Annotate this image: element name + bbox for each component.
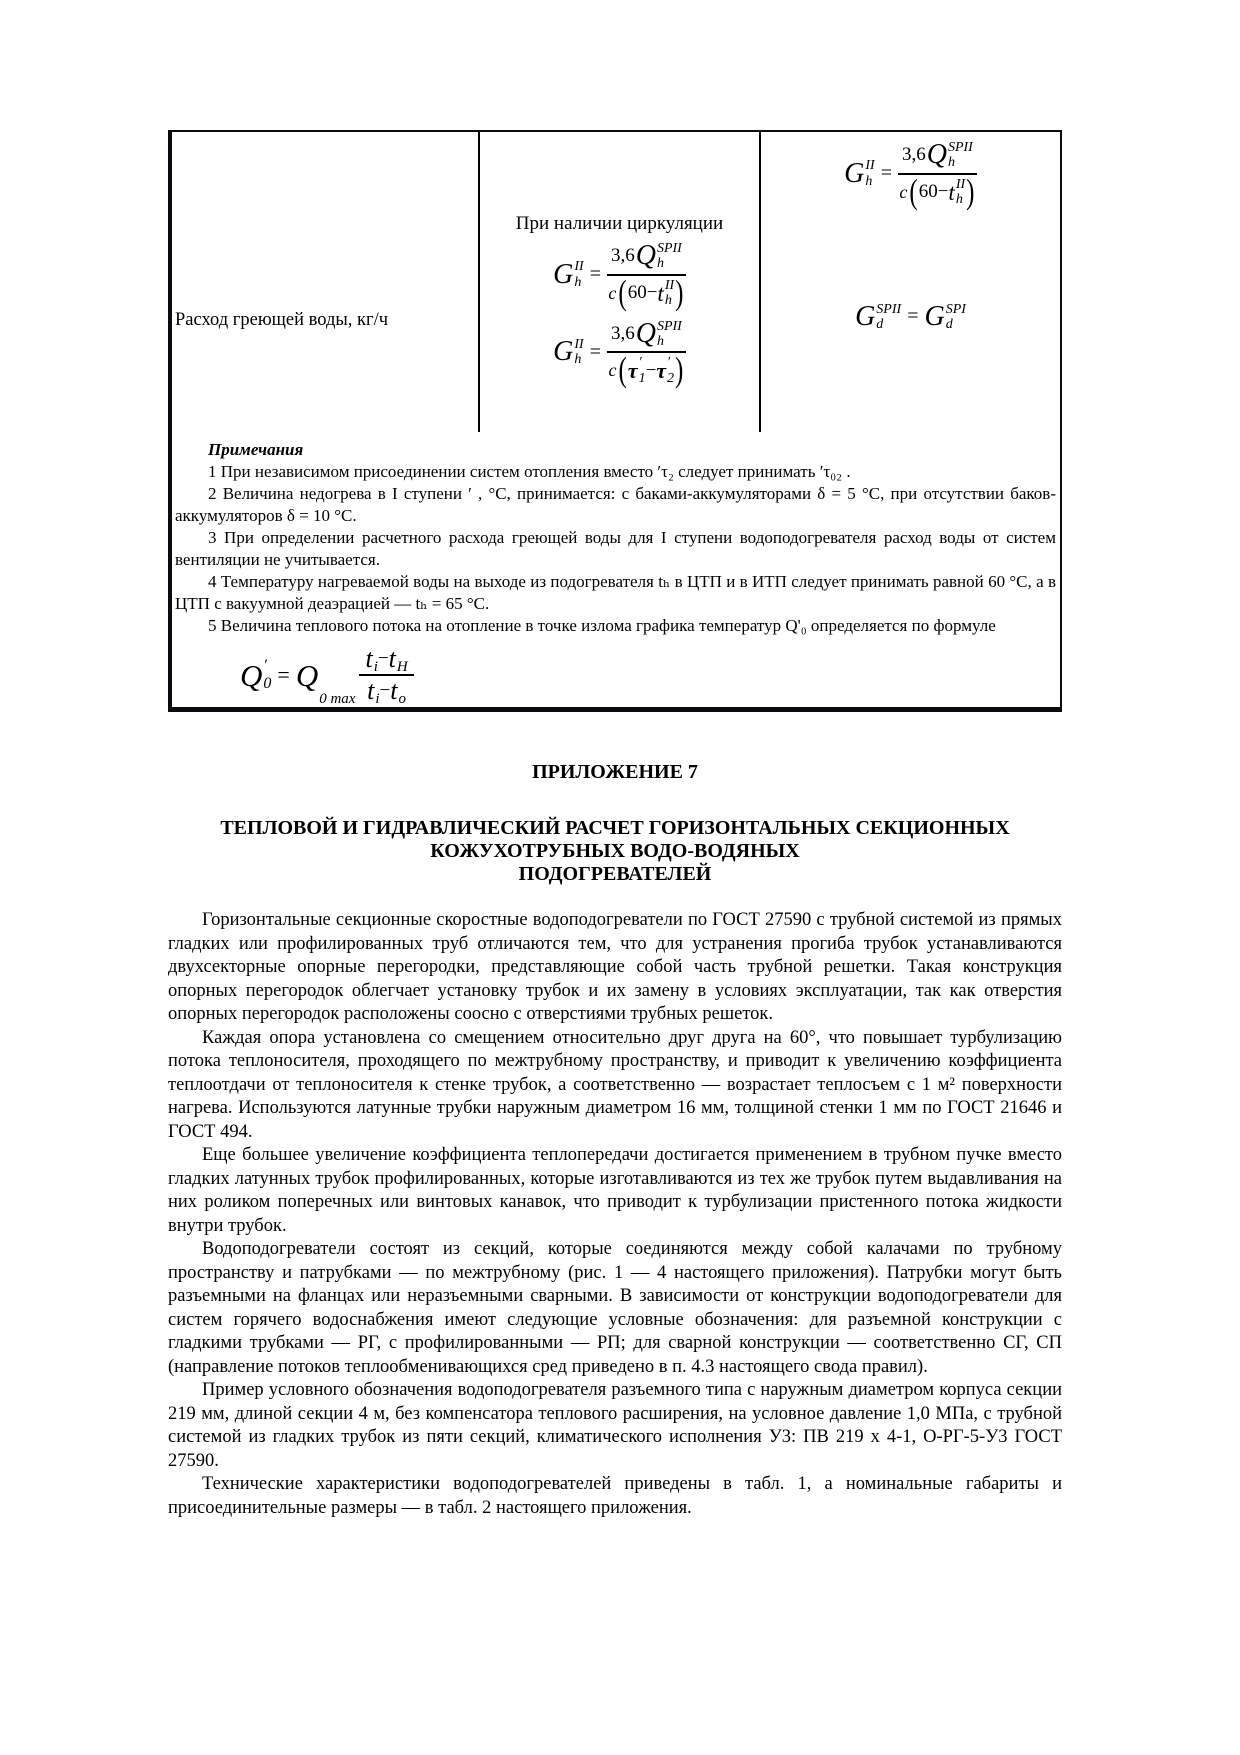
table-cell-row-label [172, 132, 478, 432]
notes-section [172, 432, 1060, 637]
note-item-1: 1 При независимом присоединении систем отопления вместо ′τ₂ следует принимать ′τ₀₂ . [208, 462, 851, 481]
row-label: Расход греющей воды, кг/ч [175, 310, 389, 330]
formula-gh-tau: G II h = 3,6 Q SPII h c ( τ ′ 1 − τ ′ 2 ) [553, 319, 686, 387]
table-notes-box [168, 130, 1062, 712]
paragraph-2: Каждая опора установлена со смещением относительно друг друга на 60°, что повышает турбулизацию потока теплоносителя, проходящего по межтрубному пространству, и приводит к увеличению коэффициента теплоотдачи от теплоносителя к стенке трубок, а соответственно — возрастает теплосъем с 1 м² поверхности нагрева. Используются латунные трубки наружным диаметром 16 мм, толщиной стенки 1 мм по ГОСТ 21646 и ГОСТ 494. [168, 1027, 1062, 1142]
circulation-caption: При наличии циркуляции [515, 213, 724, 234]
body-text [168, 909, 1062, 1520]
note-item-4: 4 Температуру нагреваемой воды на выходе из подогревателя tₕ в ЦТП и в ИТП следует принимать равной 60 °С, а в ЦТП с вакуумной деаэрацией — tₕ = 65 °С. [175, 572, 1056, 613]
notes-heading: Примечания [208, 440, 304, 459]
document-title [168, 817, 1062, 886]
note-item-2: 2 Величина недогрева в I ступени ′ , °С, принимается: с баками-аккумуляторами δ = 5 °С, при отсутствии баков-аккумуляторов δ = 10 °С. [175, 484, 1056, 525]
formula-q0: Q ′ 0 = Q 0 max t i − t H t i − t o [240, 646, 414, 704]
title-line-2: КОЖУХОТРУБНЫХ ВОДО-ВОДЯНЫХ [430, 840, 800, 862]
formula-q0-wrap [240, 643, 1060, 707]
appendix-label: ПРИЛОЖЕНИЕ 7 [532, 761, 698, 783]
table-row [172, 132, 1060, 432]
formula-gh-60-middle: G II h = 3,6 Q SPII h c ( 60 − t II h ) [553, 241, 686, 309]
note-item-3: 3 При определении расчетного расхода греющей воды для I ступени водоподогревателя расход воды от систем вентиляции не учитывается. [175, 528, 1056, 569]
title-line-3: ПОДОГРЕВАТЕЛЕЙ [518, 863, 712, 885]
paragraph-6: Технические характеристики водоподогревателей приведены в табл. 1, а номинальные габариты и присоединительные размеры — в табл. 2 настоящего приложения. [168, 1474, 1062, 1518]
table-cell-circulation [478, 132, 759, 432]
note-item-5: 5 Величина теплового потока на отопление в точке излома графика температур Q'₀ определяется по формуле [208, 616, 996, 635]
paragraph-5: Пример условного обозначения водоподогревателя разъемного типа с наружным диаметром корпуса секции 219 мм, длиной секции 4 м, без компенсатора теплового расширения, на условное давление 1,0 МПа, с трубной системой из гладких трубок из пяти секций, климатического исполнения У3: ПВ 219 х 4-1, О-РГ-5-У3 ГОСТ 27590. [168, 1380, 1062, 1471]
paragraph-4: Водоподогреватели состоят из секций, которые соединяются между собой калачами по трубному пространству и патрубками — по межтрубному (рис. 1 — 4 настоящего приложения). Патрубки могут быть разъемными на фланцах или неразъемными сварными. В зависимости от конструкции водоподогреватели для систем горячего водоснабжения имеют следующие условные обозначения: для разъемной конструкции с гладкими трубками — РГ, с профилированными — РП; для сварной конструкции — соответственно СГ, СП (направление потоков теплообменивающихся сред приведено в п. 4.3 настоящего свода правил). [168, 1239, 1062, 1377]
paragraph-1: Горизонтальные секционные скоростные водоподогреватели по ГОСТ 27590 с трубной системой из прямых гладких или профилированных труб отличаются тем, что для устранения прогиба трубок устанавливаются двухсекторные опорные перегородки, представляющие собой часть трубной решетки. Такая конструкция опорных перегородок облегчает установку трубок и их замену в условиях эксплуатации, так как отверстия опорных перегородок расположены соосно с отверстиями трубных решеток. [168, 910, 1062, 1024]
paragraph-3: Еще большее увеличение коэффициента теплопередачи достигается применением в трубном пучке вместо гладких латунных трубок профилированных, которые изготавливаются из тех же трубок путем выдавливания на них роликом поперечных или винтовых канавок, что приводит к турбулизации пристенного потока жидкости внутри трубок. [168, 1145, 1062, 1236]
formula-gh-60-right: G II h = 3,6 Q SPII h c ( 60 − t II h ) [844, 140, 977, 208]
page-content [168, 130, 1062, 1520]
table-cell-right [759, 132, 1060, 432]
formula-gd: G SPII d = G SPI d [855, 300, 966, 332]
title-line-1: ТЕПЛОВОЙ И ГИДРАВЛИЧЕСКИЙ РАСЧЕТ ГОРИЗОНТАЛЬНЫХ СЕКЦИОННЫХ [220, 817, 1010, 839]
